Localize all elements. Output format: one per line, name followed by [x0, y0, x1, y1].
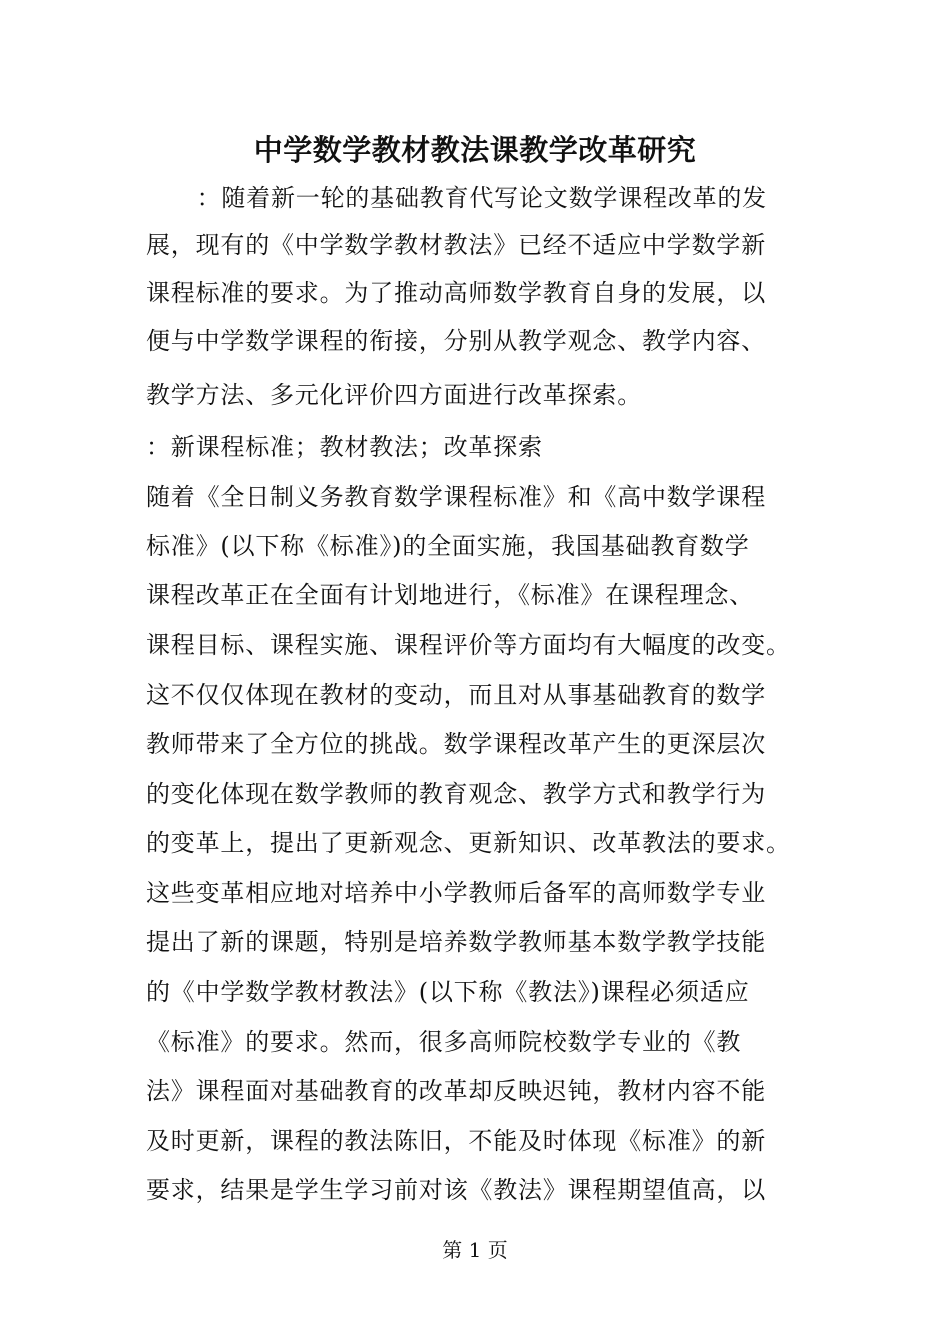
text-line: 法》课程面对基础教育的改革却反映迟钝，教材内容不能	[146, 1077, 766, 1105]
text-line: 的《中学数学教材教法》(以下称《教法》)课程必须适应	[146, 978, 750, 1006]
text-line: 随着《全日制义务教育数学课程标准》和《高中数学课程	[146, 483, 766, 511]
text-line: 的变化体现在数学教师的教育观念、教学方式和教学行为	[146, 780, 766, 808]
text-line: 课程改革正在全面有计划地进行，《标准》在课程理念、	[146, 581, 754, 609]
text-line: 提出了新的课题，特别是培养数学教师基本数学教学技能	[146, 928, 766, 956]
text-line: 要求，结果是学生学习前对该《教法》课程期望值高，以	[146, 1176, 766, 1204]
text-line: 课程标准的要求。为了推动高师数学教育自身的发展，以	[146, 279, 766, 307]
text-line: 展，现有的《中学数学教材教法》已经不适应中学数学新	[146, 231, 766, 259]
keywords-line: ：新课程标准；教材教法；改革探索	[146, 433, 543, 461]
text-line: 教师带来了全方位的挑战。数学课程改革产生的更深层次	[146, 730, 766, 758]
text-line: 《标准》的要求。然而，很多高师院校数学专业的《教	[146, 1028, 742, 1056]
text-line: 教学方法、多元化评价四方面进行改革探索。	[146, 381, 642, 409]
text-line: 标准》(以下称《标准》)的全面实施，我国基础教育数学	[146, 532, 750, 560]
text-line: 及时更新，课程的教法陈旧，不能及时体现《标准》的新	[146, 1127, 766, 1155]
document-title: 中学数学教材教法课教学改革研究	[253, 133, 697, 167]
text-line: 这些变革相应地对培养中小学教师后备军的高师数学专业	[146, 879, 766, 907]
text-line: ：随着新一轮的基础教育代写论文数学课程改革的发	[146, 184, 767, 212]
text-line: 的变革上，提出了更新观念、更新知识、改革教法的要求。	[146, 829, 791, 857]
text-line: 便与中学数学课程的衔接，分别从教学观念、教学内容、	[146, 327, 766, 355]
page-number: 第 1 页	[442, 1238, 508, 1262]
text-line: 这不仅仅体现在教材的变动，而且对从事基础教育的数学	[146, 681, 766, 709]
text-line: 课程目标、课程实施、课程评价等方面均有大幅度的改变。	[146, 631, 791, 659]
